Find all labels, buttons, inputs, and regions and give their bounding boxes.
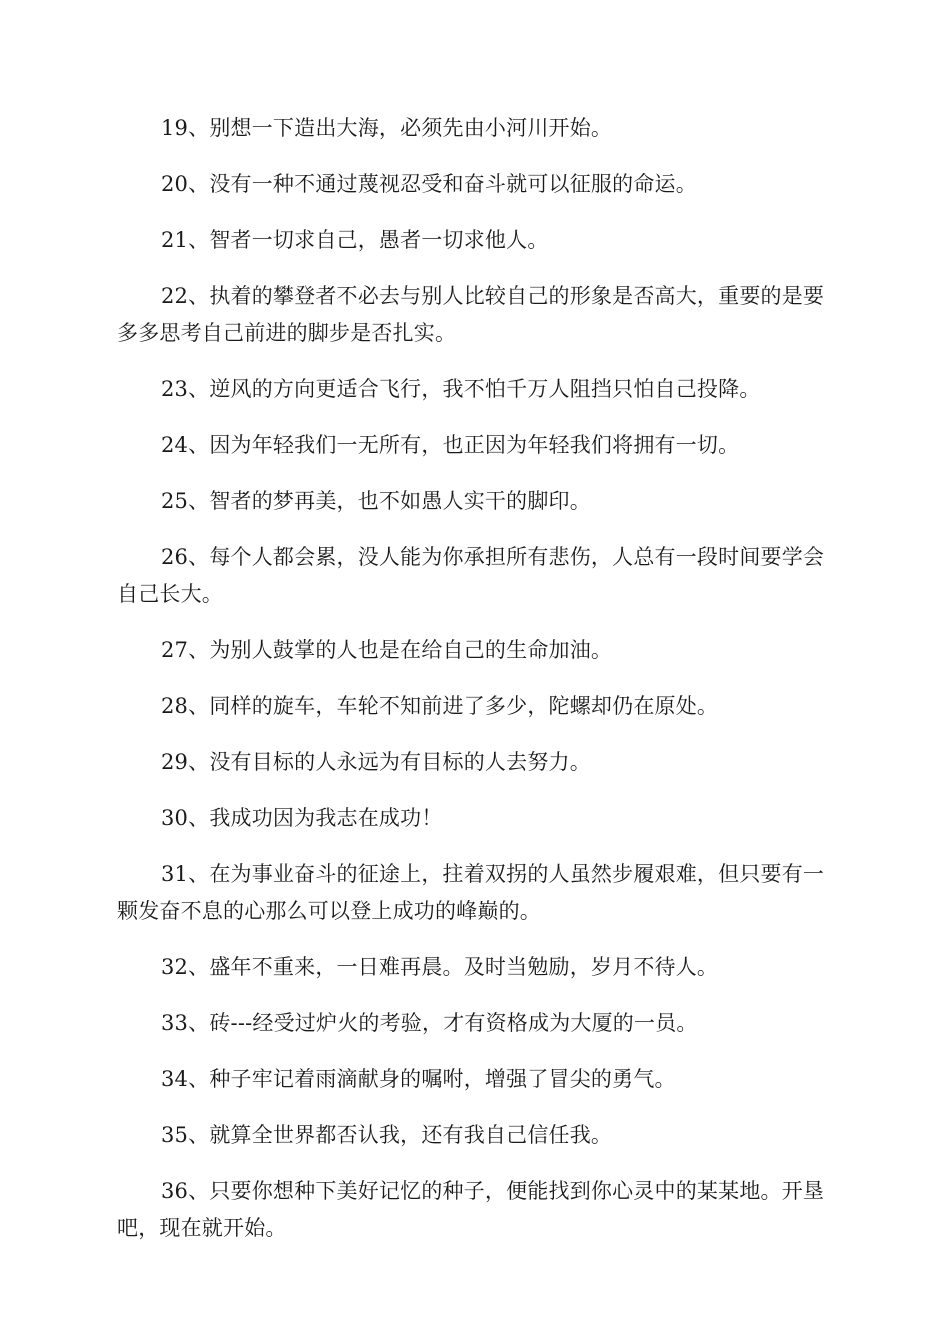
quote-paragraph-24: 24、因为年轻我们一无所有，也正因为年轻我们将拥有一切。 [161,433,740,457]
document-body [117,110,837,1266]
quote-paragraph-34: 34、种子牢记着雨滴献身的嘱咐，增强了冒尖的勇气。 [161,1067,676,1091]
quote-paragraph-20: 20、没有一种不通过蔑视忍受和奋斗就可以征服的命运。 [161,172,697,196]
quote-paragraph-31: 31、在为事业奋斗的征途上，拄着双拐的人虽然步履艰难，但只要有一颗发奋不息的心那么可以登上成功的峰巅的。 [117,862,825,923]
quote-paragraph-19: 19、别想一下造出大海，必须先由小河川开始。 [161,116,613,140]
quote-paragraph-35: 35、就算全世界都否认我，还有我自己信任我。 [161,1123,613,1147]
quote-paragraph-29: 29、没有目标的人永远为有目标的人去努力。 [161,750,591,774]
quote-paragraph-30: 30、我成功因为我志在成功！ [161,806,443,830]
quote-paragraph-25: 25、智者的梦再美，也不如愚人实干的脚印。 [161,489,591,513]
quote-paragraph-21: 21、智者一切求自己，愚者一切求他人。 [161,228,549,252]
quote-paragraph-22: 22、执着的攀登者不必去与别人比较自己的形象是否高大，重要的是要多多思考自己前进的脚步是否扎实。 [117,284,825,345]
quote-paragraph-32: 32、盛年不重来，一日难再晨。及时当勉励，岁月不待人。 [161,955,719,979]
quote-paragraph-36: 36、只要你想种下美好记忆的种子，便能找到你心灵中的某某地。开垦吧，现在就开始。 [117,1179,825,1240]
quote-paragraph-26: 26、每个人都会累，没人能为你承担所有悲伤，人总有一段时间要学会自己长大。 [117,545,825,606]
quote-paragraph-28: 28、同样的旋车，车轮不知前进了多少，陀螺却仍在原处。 [161,694,719,718]
quote-paragraph-23: 23、逆风的方向更适合飞行，我不怕千万人阻挡只怕自己投降。 [161,377,761,401]
quote-paragraph-27: 27、为别人鼓掌的人也是在给自己的生命加油。 [161,638,613,662]
quote-paragraph-33: 33、砖---经受过炉火的考验，才有资格成为大厦的一员。 [161,1011,698,1035]
